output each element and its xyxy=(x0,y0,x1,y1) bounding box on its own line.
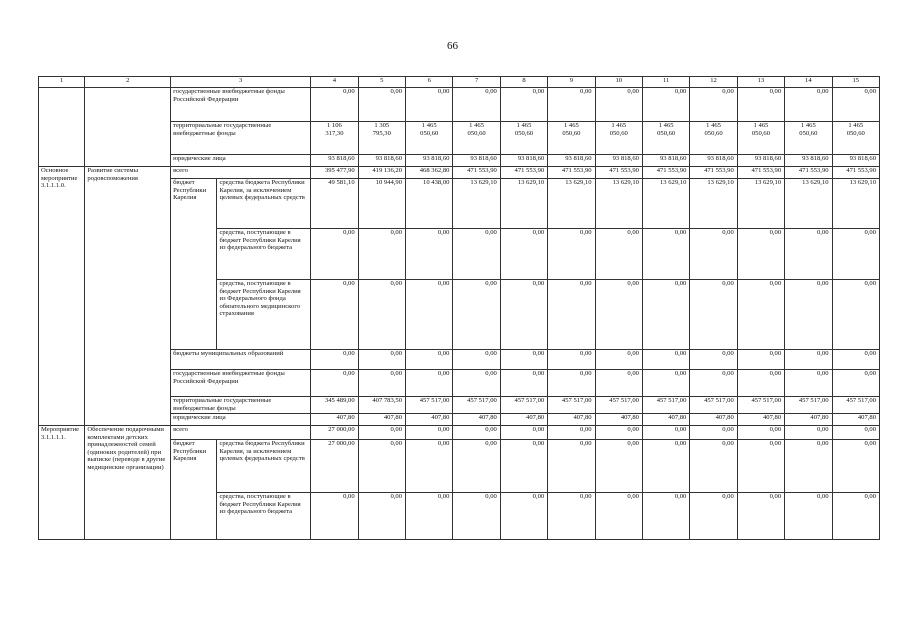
value-cell: 457 517,00 xyxy=(690,397,737,414)
value-cell: 13 629,10 xyxy=(595,179,642,229)
value-cell: 471 553,90 xyxy=(690,167,737,179)
value-cell: 0,00 xyxy=(737,440,784,493)
empty-cell xyxy=(85,88,171,167)
header-cell: 3 xyxy=(171,77,311,88)
value-cell: 0,00 xyxy=(785,440,832,493)
source-label: средства бюджета Республики Карелия, за исключением целевых федеральных средств xyxy=(217,179,311,229)
value-cell: 0,00 xyxy=(642,280,689,350)
value-cell: 0,00 xyxy=(358,229,405,280)
header-cell: 12 xyxy=(690,77,737,88)
value-cell: 1 465 050,60 xyxy=(453,122,500,155)
value-cell: 0,00 xyxy=(311,370,358,397)
value-cell: 13 629,10 xyxy=(785,179,832,229)
value-cell: 0,00 xyxy=(311,280,358,350)
value-cell: 1 465 050,60 xyxy=(737,122,784,155)
value-cell: 0,00 xyxy=(453,370,500,397)
value-cell: 457 517,00 xyxy=(737,397,784,414)
value-cell: 0,00 xyxy=(548,229,595,280)
value-cell: 0,00 xyxy=(595,229,642,280)
value-cell: 0,00 xyxy=(406,280,453,350)
value-cell: 0,00 xyxy=(832,280,879,350)
value-cell: 0,00 xyxy=(690,350,737,370)
value-cell: 0,00 xyxy=(737,229,784,280)
page-number: 66 xyxy=(447,40,458,52)
value-cell: 0,00 xyxy=(595,88,642,122)
value-cell: 407,80 xyxy=(642,414,689,426)
value-cell: 13 629,10 xyxy=(832,179,879,229)
value-cell: 407 783,50 xyxy=(358,397,405,414)
value-cell: 93 818,60 xyxy=(785,155,832,167)
value-cell: 13 629,10 xyxy=(548,179,595,229)
value-cell: 407,80 xyxy=(358,414,405,426)
value-cell: 0,00 xyxy=(406,426,453,440)
value-cell: 1 305 795,30 xyxy=(358,122,405,155)
value-cell: 0,00 xyxy=(642,88,689,122)
header-cell: 5 xyxy=(358,77,405,88)
value-cell: 0,00 xyxy=(548,493,595,540)
value-cell: 93 818,60 xyxy=(548,155,595,167)
value-cell: 0,00 xyxy=(500,280,547,350)
value-cell: 0,00 xyxy=(690,88,737,122)
source-label: территориальные государственные внебюджетные фонды xyxy=(171,397,311,414)
value-cell: 457 517,00 xyxy=(453,397,500,414)
value-cell: 0,00 xyxy=(595,370,642,397)
value-cell: 395 477,90 xyxy=(311,167,358,179)
value-cell: 0,00 xyxy=(406,440,453,493)
header-cell: 9 xyxy=(548,77,595,88)
source-label: бюджеты муниципальных образований xyxy=(171,350,311,370)
value-cell: 0,00 xyxy=(642,229,689,280)
value-cell: 1 465 050,60 xyxy=(642,122,689,155)
header-cell: 2 xyxy=(85,77,171,88)
value-cell: 0,00 xyxy=(785,280,832,350)
header-cell: 1 xyxy=(39,77,85,88)
header-cell: 10 xyxy=(595,77,642,88)
value-cell: 0,00 xyxy=(690,280,737,350)
value-cell: 0,00 xyxy=(358,493,405,540)
header-cell: 8 xyxy=(500,77,547,88)
value-cell: 0,00 xyxy=(832,229,879,280)
value-cell: 457 517,00 xyxy=(642,397,689,414)
header-cell: 6 xyxy=(406,77,453,88)
value-cell: 0,00 xyxy=(406,229,453,280)
value-cell: 0,00 xyxy=(500,229,547,280)
value-cell: 0,00 xyxy=(453,350,500,370)
value-cell: 471 553,90 xyxy=(642,167,689,179)
source-label: средства, поступающие в бюджет Республики Карелия из федерального бюджета xyxy=(217,493,311,540)
value-cell: 27 000,00 xyxy=(311,426,358,440)
value-cell: 0,00 xyxy=(737,88,784,122)
value-cell: 0,00 xyxy=(311,493,358,540)
total-label: всего xyxy=(171,426,311,440)
value-cell: 0,00 xyxy=(358,426,405,440)
value-cell: 13 629,10 xyxy=(737,179,784,229)
value-cell: 0,00 xyxy=(548,426,595,440)
event-code: Основное мероприятие 3.1.1.1.0. xyxy=(39,167,85,426)
source-label: юридические лица xyxy=(171,155,311,167)
value-cell: 471 553,90 xyxy=(737,167,784,179)
value-cell: 0,00 xyxy=(595,493,642,540)
value-cell: 457 517,00 xyxy=(785,397,832,414)
value-cell: 0,00 xyxy=(832,88,879,122)
value-cell: 93 818,60 xyxy=(453,155,500,167)
value-cell: 27 000,00 xyxy=(311,440,358,493)
source-label: государственные внебюджетные фонды Российской Федерации xyxy=(171,370,311,397)
value-cell: 13 629,10 xyxy=(453,179,500,229)
value-cell: 407,80 xyxy=(832,414,879,426)
value-cell: 93 818,60 xyxy=(406,155,453,167)
value-cell: 1 465 050,60 xyxy=(690,122,737,155)
header-cell: 7 xyxy=(453,77,500,88)
table-row xyxy=(39,426,880,440)
value-cell: 0,00 xyxy=(690,370,737,397)
value-cell: 0,00 xyxy=(737,493,784,540)
value-cell: 0,00 xyxy=(500,88,547,122)
value-cell: 0,00 xyxy=(358,280,405,350)
value-cell: 0,00 xyxy=(785,426,832,440)
value-cell: 407,80 xyxy=(406,414,453,426)
source-label: средства, поступающие в бюджет Республики Карелия из федерального бюджета xyxy=(217,229,311,280)
value-cell: 457 517,00 xyxy=(406,397,453,414)
table-row xyxy=(39,88,880,122)
value-cell: 13 629,10 xyxy=(500,179,547,229)
value-cell: 0,00 xyxy=(406,370,453,397)
header-cell: 15 xyxy=(832,77,879,88)
event-code: Мероприятие 3.1.1.1.1. xyxy=(39,426,85,540)
value-cell: 0,00 xyxy=(690,440,737,493)
value-cell: 471 553,90 xyxy=(548,167,595,179)
value-cell: 0,00 xyxy=(785,370,832,397)
source-label: государственные внебюджетные фонды Российской Федерации xyxy=(171,88,311,122)
value-cell: 0,00 xyxy=(832,493,879,540)
value-cell: 0,00 xyxy=(642,493,689,540)
value-cell: 457 517,00 xyxy=(832,397,879,414)
value-cell: 0,00 xyxy=(358,88,405,122)
event-name: Обеспечение подарочными комплектами детских принадлежностей семей (одиноких родителей) при выписке (переводе в другие медицинские организации) xyxy=(85,426,171,540)
value-cell: 0,00 xyxy=(453,493,500,540)
value-cell: 0,00 xyxy=(500,440,547,493)
value-cell: 457 517,00 xyxy=(500,397,547,414)
value-cell: 407,80 xyxy=(737,414,784,426)
value-cell: 10 438,00 xyxy=(406,179,453,229)
value-cell: 1 465 050,60 xyxy=(500,122,547,155)
source-label: территориальные государственные внебюджетные фонды xyxy=(171,122,311,155)
value-cell: 0,00 xyxy=(548,88,595,122)
value-cell: 0,00 xyxy=(500,350,547,370)
value-cell: 93 818,60 xyxy=(358,155,405,167)
value-cell: 0,00 xyxy=(642,426,689,440)
value-cell: 1 465 050,60 xyxy=(595,122,642,155)
value-cell: 0,00 xyxy=(453,229,500,280)
value-cell: 0,00 xyxy=(737,370,784,397)
value-cell: 93 818,60 xyxy=(690,155,737,167)
value-cell: 0,00 xyxy=(453,88,500,122)
value-cell: 0,00 xyxy=(690,229,737,280)
value-cell: 407,80 xyxy=(311,414,358,426)
value-cell: 13 629,10 xyxy=(642,179,689,229)
value-cell: 0,00 xyxy=(642,350,689,370)
value-cell: 407,80 xyxy=(785,414,832,426)
source-label: средства бюджета Республики Карелия, за исключением целевых федеральных средств xyxy=(217,440,311,493)
value-cell: 1 465 050,60 xyxy=(785,122,832,155)
value-cell: 0,00 xyxy=(453,280,500,350)
value-cell: 407,80 xyxy=(453,414,500,426)
value-cell: 0,00 xyxy=(453,426,500,440)
value-cell: 471 553,90 xyxy=(500,167,547,179)
value-cell: 471 553,90 xyxy=(785,167,832,179)
value-cell: 0,00 xyxy=(690,426,737,440)
value-cell: 0,00 xyxy=(832,370,879,397)
value-cell: 13 629,10 xyxy=(690,179,737,229)
value-cell: 0,00 xyxy=(595,350,642,370)
value-cell: 407,80 xyxy=(690,414,737,426)
value-cell: 0,00 xyxy=(548,280,595,350)
value-cell: 457 517,00 xyxy=(548,397,595,414)
value-cell: 419 136,20 xyxy=(358,167,405,179)
value-cell: 0,00 xyxy=(406,350,453,370)
value-cell: 0,00 xyxy=(311,88,358,122)
header-cell: 4 xyxy=(311,77,358,88)
source-label: юридические лица xyxy=(171,414,311,426)
value-cell: 0,00 xyxy=(500,370,547,397)
value-cell: 0,00 xyxy=(642,370,689,397)
value-cell: 0,00 xyxy=(500,493,547,540)
table-row xyxy=(39,167,880,179)
value-cell: 1 465 050,60 xyxy=(832,122,879,155)
value-cell: 407,80 xyxy=(595,414,642,426)
value-cell: 0,00 xyxy=(832,350,879,370)
empty-cell xyxy=(39,88,85,167)
value-cell: 0,00 xyxy=(785,229,832,280)
budget-label: бюджет Республики Карелия xyxy=(171,440,217,540)
value-cell: 93 818,60 xyxy=(311,155,358,167)
value-cell: 0,00 xyxy=(406,88,453,122)
value-cell: 0,00 xyxy=(737,280,784,350)
header-cell: 13 xyxy=(737,77,784,88)
header-cell: 14 xyxy=(785,77,832,88)
value-cell: 0,00 xyxy=(500,426,547,440)
value-cell: 93 818,60 xyxy=(832,155,879,167)
source-label: средства, поступающие в бюджет Республики Карелия из Федерального фонда обязательного медицинского страхования xyxy=(217,280,311,350)
value-cell: 457 517,00 xyxy=(595,397,642,414)
value-cell: 0,00 xyxy=(548,440,595,493)
value-cell: 1 106 317,30 xyxy=(311,122,358,155)
value-cell: 0,00 xyxy=(832,440,879,493)
value-cell: 49 581,10 xyxy=(311,179,358,229)
value-cell: 471 553,90 xyxy=(832,167,879,179)
value-cell: 10 944,90 xyxy=(358,179,405,229)
value-cell: 471 553,90 xyxy=(453,167,500,179)
value-cell: 1 465 050,60 xyxy=(548,122,595,155)
value-cell: 468 362,80 xyxy=(406,167,453,179)
budget-label: бюджет Республики Карелия xyxy=(171,179,217,350)
value-cell: 0,00 xyxy=(737,350,784,370)
value-cell: 0,00 xyxy=(785,350,832,370)
value-cell: 0,00 xyxy=(358,350,405,370)
value-cell: 0,00 xyxy=(311,229,358,280)
value-cell: 0,00 xyxy=(548,350,595,370)
value-cell: 0,00 xyxy=(406,493,453,540)
table-row xyxy=(39,77,880,88)
value-cell: 0,00 xyxy=(832,426,879,440)
value-cell: 0,00 xyxy=(358,440,405,493)
budget-table xyxy=(38,76,880,540)
value-cell: 93 818,60 xyxy=(737,155,784,167)
value-cell: 0,00 xyxy=(785,88,832,122)
header-cell: 11 xyxy=(642,77,689,88)
value-cell: 407,80 xyxy=(500,414,547,426)
value-cell: 407,80 xyxy=(548,414,595,426)
value-cell: 0,00 xyxy=(548,370,595,397)
value-cell: 0,00 xyxy=(595,280,642,350)
value-cell: 0,00 xyxy=(737,426,784,440)
value-cell: 0,00 xyxy=(595,426,642,440)
value-cell: 93 818,60 xyxy=(595,155,642,167)
value-cell: 0,00 xyxy=(358,370,405,397)
value-cell: 0,00 xyxy=(595,440,642,493)
total-label: всего xyxy=(171,167,311,179)
value-cell: 0,00 xyxy=(311,350,358,370)
value-cell: 1 465 050,60 xyxy=(406,122,453,155)
event-name: Развитие системы родовспоможения xyxy=(85,167,171,426)
value-cell: 0,00 xyxy=(453,440,500,493)
value-cell: 93 818,60 xyxy=(642,155,689,167)
value-cell: 471 553,90 xyxy=(595,167,642,179)
value-cell: 0,00 xyxy=(642,440,689,493)
value-cell: 0,00 xyxy=(785,493,832,540)
value-cell: 0,00 xyxy=(690,493,737,540)
value-cell: 93 818,60 xyxy=(500,155,547,167)
value-cell: 345 489,00 xyxy=(311,397,358,414)
